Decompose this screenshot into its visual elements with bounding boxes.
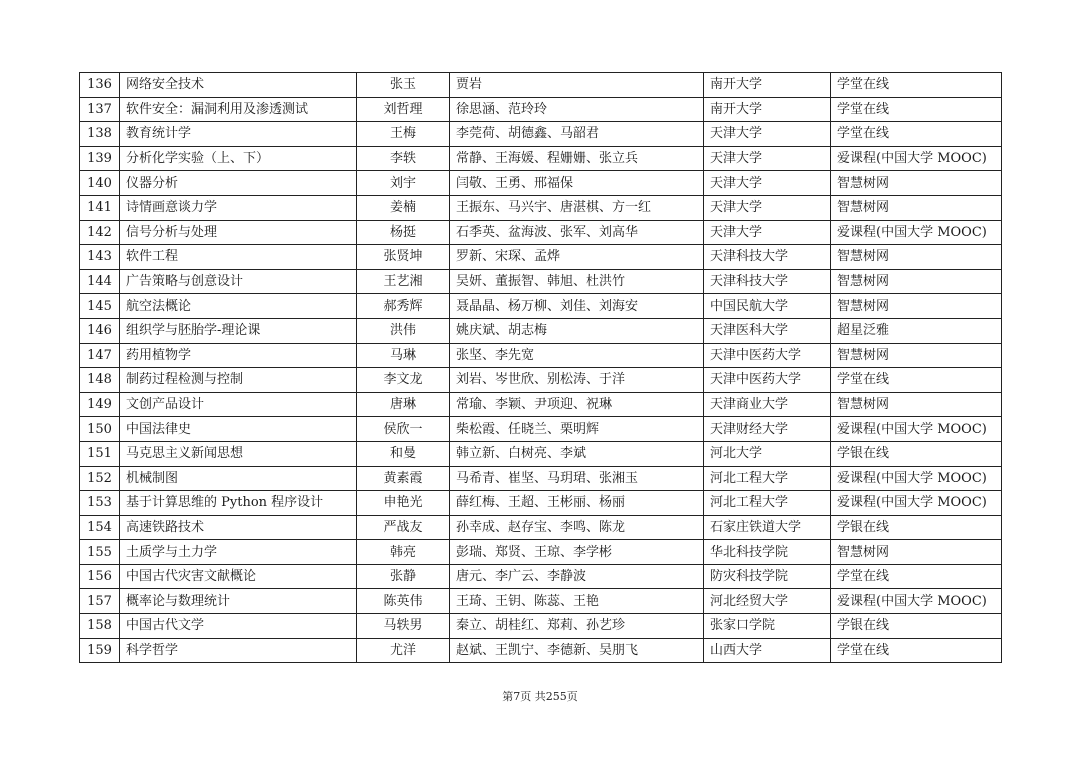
school-name: 河北大学 bbox=[704, 441, 831, 466]
course-lead: 马轶男 bbox=[357, 614, 450, 639]
table-row bbox=[80, 589, 1002, 614]
row-number: 158 bbox=[80, 614, 120, 639]
course-name: 高速铁路技术 bbox=[120, 515, 357, 540]
table-row bbox=[80, 146, 1002, 171]
table-row bbox=[80, 122, 1002, 147]
team-members: 赵斌、王凯宁、李德新、吴朋飞 bbox=[450, 638, 704, 663]
platform-name: 爱课程(中国大学 MOOC) bbox=[831, 220, 1002, 245]
course-name: 组织学与胚胎学-理论课 bbox=[120, 318, 357, 343]
table-row bbox=[80, 97, 1002, 122]
course-lead: 尤洋 bbox=[357, 638, 450, 663]
table-row bbox=[80, 368, 1002, 393]
platform-name: 学银在线 bbox=[831, 441, 1002, 466]
team-members: 闫敬、王勇、邢福保 bbox=[450, 171, 704, 196]
school-name: 天津大学 bbox=[704, 146, 831, 171]
row-number: 148 bbox=[80, 368, 120, 393]
course-name: 制药过程检测与控制 bbox=[120, 368, 357, 393]
row-number: 150 bbox=[80, 417, 120, 442]
table-row bbox=[80, 343, 1002, 368]
course-lead: 王艺湘 bbox=[357, 269, 450, 294]
school-name: 天津中医药大学 bbox=[704, 368, 831, 393]
school-name: 天津中医药大学 bbox=[704, 343, 831, 368]
platform-name: 学银在线 bbox=[831, 614, 1002, 639]
team-members: 常静、王海媛、程姗姗、张立兵 bbox=[450, 146, 704, 171]
school-name: 天津大学 bbox=[704, 195, 831, 220]
platform-name: 智慧树网 bbox=[831, 294, 1002, 319]
platform-name: 智慧树网 bbox=[831, 171, 1002, 196]
school-name: 天津商业大学 bbox=[704, 392, 831, 417]
table-row bbox=[80, 540, 1002, 565]
course-name: 仪器分析 bbox=[120, 171, 357, 196]
platform-name: 智慧树网 bbox=[831, 343, 1002, 368]
row-number: 157 bbox=[80, 589, 120, 614]
course-name: 软件工程 bbox=[120, 245, 357, 270]
table-row bbox=[80, 73, 1002, 98]
platform-name: 学堂在线 bbox=[831, 122, 1002, 147]
team-members: 王琦、王钥、陈蕊、王艳 bbox=[450, 589, 704, 614]
table-row bbox=[80, 245, 1002, 270]
table-row bbox=[80, 195, 1002, 220]
course-name: 机械制图 bbox=[120, 466, 357, 491]
team-members: 孙幸成、赵存宝、李鸣、陈龙 bbox=[450, 515, 704, 540]
table-row bbox=[80, 220, 1002, 245]
course-name: 广告策略与创意设计 bbox=[120, 269, 357, 294]
team-members: 贾岩 bbox=[450, 73, 704, 98]
course-lead: 刘哲理 bbox=[357, 97, 450, 122]
row-number: 143 bbox=[80, 245, 120, 270]
school-name: 山西大学 bbox=[704, 638, 831, 663]
platform-name: 爱课程(中国大学 MOOC) bbox=[831, 589, 1002, 614]
course-name: 中国古代灾害文献概论 bbox=[120, 564, 357, 589]
course-name: 分析化学实验（上、下） bbox=[120, 146, 357, 171]
course-name: 教育统计学 bbox=[120, 122, 357, 147]
course-name: 信号分析与处理 bbox=[120, 220, 357, 245]
table-row bbox=[80, 269, 1002, 294]
team-members: 刘岩、岑世欣、别松涛、于洋 bbox=[450, 368, 704, 393]
platform-name: 爱课程(中国大学 MOOC) bbox=[831, 466, 1002, 491]
table-row bbox=[80, 318, 1002, 343]
course-lead: 黄素霞 bbox=[357, 466, 450, 491]
row-number: 151 bbox=[80, 441, 120, 466]
platform-name: 智慧树网 bbox=[831, 245, 1002, 270]
team-members: 秦立、胡桂红、郑莉、孙艺珍 bbox=[450, 614, 704, 639]
platform-name: 智慧树网 bbox=[831, 540, 1002, 565]
team-members: 徐思涵、范玲玲 bbox=[450, 97, 704, 122]
platform-name: 超星泛雅 bbox=[831, 318, 1002, 343]
row-number: 145 bbox=[80, 294, 120, 319]
school-name: 防灾科技学院 bbox=[704, 564, 831, 589]
row-number: 152 bbox=[80, 466, 120, 491]
course-lead: 郝秀辉 bbox=[357, 294, 450, 319]
course-name: 概率论与数理统计 bbox=[120, 589, 357, 614]
school-name: 河北经贸大学 bbox=[704, 589, 831, 614]
row-number: 154 bbox=[80, 515, 120, 540]
school-name: 河北工程大学 bbox=[704, 491, 831, 516]
course-lead: 侯欣一 bbox=[357, 417, 450, 442]
course-lead: 杨挺 bbox=[357, 220, 450, 245]
course-lead: 和曼 bbox=[357, 441, 450, 466]
school-name: 石家庄铁道大学 bbox=[704, 515, 831, 540]
course-name: 科学哲学 bbox=[120, 638, 357, 663]
page-footer: 第7页 共255页 bbox=[502, 690, 578, 703]
course-table bbox=[79, 72, 1002, 663]
course-name: 网络安全技术 bbox=[120, 73, 357, 98]
row-number: 137 bbox=[80, 97, 120, 122]
row-number: 138 bbox=[80, 122, 120, 147]
platform-name: 学堂在线 bbox=[831, 564, 1002, 589]
course-name: 土质学与土力学 bbox=[120, 540, 357, 565]
row-number: 156 bbox=[80, 564, 120, 589]
row-number: 146 bbox=[80, 318, 120, 343]
course-lead: 马琳 bbox=[357, 343, 450, 368]
table-row bbox=[80, 515, 1002, 540]
row-number: 149 bbox=[80, 392, 120, 417]
course-lead: 唐琳 bbox=[357, 392, 450, 417]
course-lead: 姜楠 bbox=[357, 195, 450, 220]
platform-name: 学堂在线 bbox=[831, 368, 1002, 393]
row-number: 144 bbox=[80, 269, 120, 294]
school-name: 南开大学 bbox=[704, 73, 831, 98]
table-row bbox=[80, 417, 1002, 442]
platform-name: 学堂在线 bbox=[831, 97, 1002, 122]
course-name: 中国法律史 bbox=[120, 417, 357, 442]
platform-name: 智慧树网 bbox=[831, 195, 1002, 220]
school-name: 华北科技学院 bbox=[704, 540, 831, 565]
platform-name: 智慧树网 bbox=[831, 392, 1002, 417]
team-members: 罗新、宋琛、孟烨 bbox=[450, 245, 704, 270]
row-number: 155 bbox=[80, 540, 120, 565]
row-number: 147 bbox=[80, 343, 120, 368]
school-name: 天津大学 bbox=[704, 122, 831, 147]
team-members: 王振东、马兴宇、唐湛棋、方一红 bbox=[450, 195, 704, 220]
course-lead: 张静 bbox=[357, 564, 450, 589]
course-name: 航空法概论 bbox=[120, 294, 357, 319]
team-members: 马希青、崔坚、马玥珺、张湘玉 bbox=[450, 466, 704, 491]
team-members: 柴松霞、任晓兰、栗明辉 bbox=[450, 417, 704, 442]
platform-name: 学银在线 bbox=[831, 515, 1002, 540]
row-number: 139 bbox=[80, 146, 120, 171]
table-row bbox=[80, 392, 1002, 417]
team-members: 李莞荷、胡德鑫、马韶君 bbox=[450, 122, 704, 147]
course-name: 软件安全：漏洞利用及渗透测试 bbox=[120, 97, 357, 122]
table-row bbox=[80, 294, 1002, 319]
school-name: 南开大学 bbox=[704, 97, 831, 122]
team-members: 彭瑞、郑贤、王琼、李学彬 bbox=[450, 540, 704, 565]
team-members: 吴妍、董振智、韩旭、杜洪竹 bbox=[450, 269, 704, 294]
course-lead: 严战友 bbox=[357, 515, 450, 540]
school-name: 张家口学院 bbox=[704, 614, 831, 639]
course-lead: 张贤坤 bbox=[357, 245, 450, 270]
course-name: 药用植物学 bbox=[120, 343, 357, 368]
school-name: 天津科技大学 bbox=[704, 245, 831, 270]
row-number: 159 bbox=[80, 638, 120, 663]
course-table-body bbox=[80, 73, 1002, 663]
table-row bbox=[80, 614, 1002, 639]
platform-name: 智慧树网 bbox=[831, 269, 1002, 294]
course-lead: 王梅 bbox=[357, 122, 450, 147]
table-row bbox=[80, 171, 1002, 196]
platform-name: 学堂在线 bbox=[831, 73, 1002, 98]
course-lead: 申艳光 bbox=[357, 491, 450, 516]
course-lead: 刘宇 bbox=[357, 171, 450, 196]
school-name: 天津大学 bbox=[704, 220, 831, 245]
school-name: 天津科技大学 bbox=[704, 269, 831, 294]
team-members: 唐元、李广云、李静波 bbox=[450, 564, 704, 589]
platform-name: 爱课程(中国大学 MOOC) bbox=[831, 491, 1002, 516]
course-lead: 陈英伟 bbox=[357, 589, 450, 614]
row-number: 140 bbox=[80, 171, 120, 196]
row-number: 136 bbox=[80, 73, 120, 98]
course-name: 基于计算思维的 Python 程序设计 bbox=[120, 491, 357, 516]
table-row bbox=[80, 466, 1002, 491]
platform-name: 爱课程(中国大学 MOOC) bbox=[831, 146, 1002, 171]
table-row bbox=[80, 441, 1002, 466]
row-number: 153 bbox=[80, 491, 120, 516]
platform-name: 学堂在线 bbox=[831, 638, 1002, 663]
team-members: 张坚、李先宽 bbox=[450, 343, 704, 368]
course-name: 中国古代文学 bbox=[120, 614, 357, 639]
team-members: 聂晶晶、杨万柳、刘佳、刘海安 bbox=[450, 294, 704, 319]
course-lead: 洪伟 bbox=[357, 318, 450, 343]
platform-name: 爱课程(中国大学 MOOC) bbox=[831, 417, 1002, 442]
table-row bbox=[80, 564, 1002, 589]
course-lead: 张玉 bbox=[357, 73, 450, 98]
course-lead: 李轶 bbox=[357, 146, 450, 171]
school-name: 河北工程大学 bbox=[704, 466, 831, 491]
course-name: 马克思主义新闻思想 bbox=[120, 441, 357, 466]
course-lead: 韩亮 bbox=[357, 540, 450, 565]
course-lead: 李文龙 bbox=[357, 368, 450, 393]
school-name: 天津医科大学 bbox=[704, 318, 831, 343]
team-members: 姚庆斌、胡志梅 bbox=[450, 318, 704, 343]
row-number: 141 bbox=[80, 195, 120, 220]
school-name: 中国民航大学 bbox=[704, 294, 831, 319]
course-name: 诗情画意谈力学 bbox=[120, 195, 357, 220]
team-members: 石季英、盆海波、张军、刘高华 bbox=[450, 220, 704, 245]
team-members: 薛红梅、王超、王彬丽、杨丽 bbox=[450, 491, 704, 516]
team-members: 韩立新、白树亮、李斌 bbox=[450, 441, 704, 466]
team-members: 常瑜、李颖、尹项迎、祝琳 bbox=[450, 392, 704, 417]
school-name: 天津财经大学 bbox=[704, 417, 831, 442]
table-row bbox=[80, 491, 1002, 516]
school-name: 天津大学 bbox=[704, 171, 831, 196]
table-row bbox=[80, 638, 1002, 663]
course-name: 文创产品设计 bbox=[120, 392, 357, 417]
row-number: 142 bbox=[80, 220, 120, 245]
